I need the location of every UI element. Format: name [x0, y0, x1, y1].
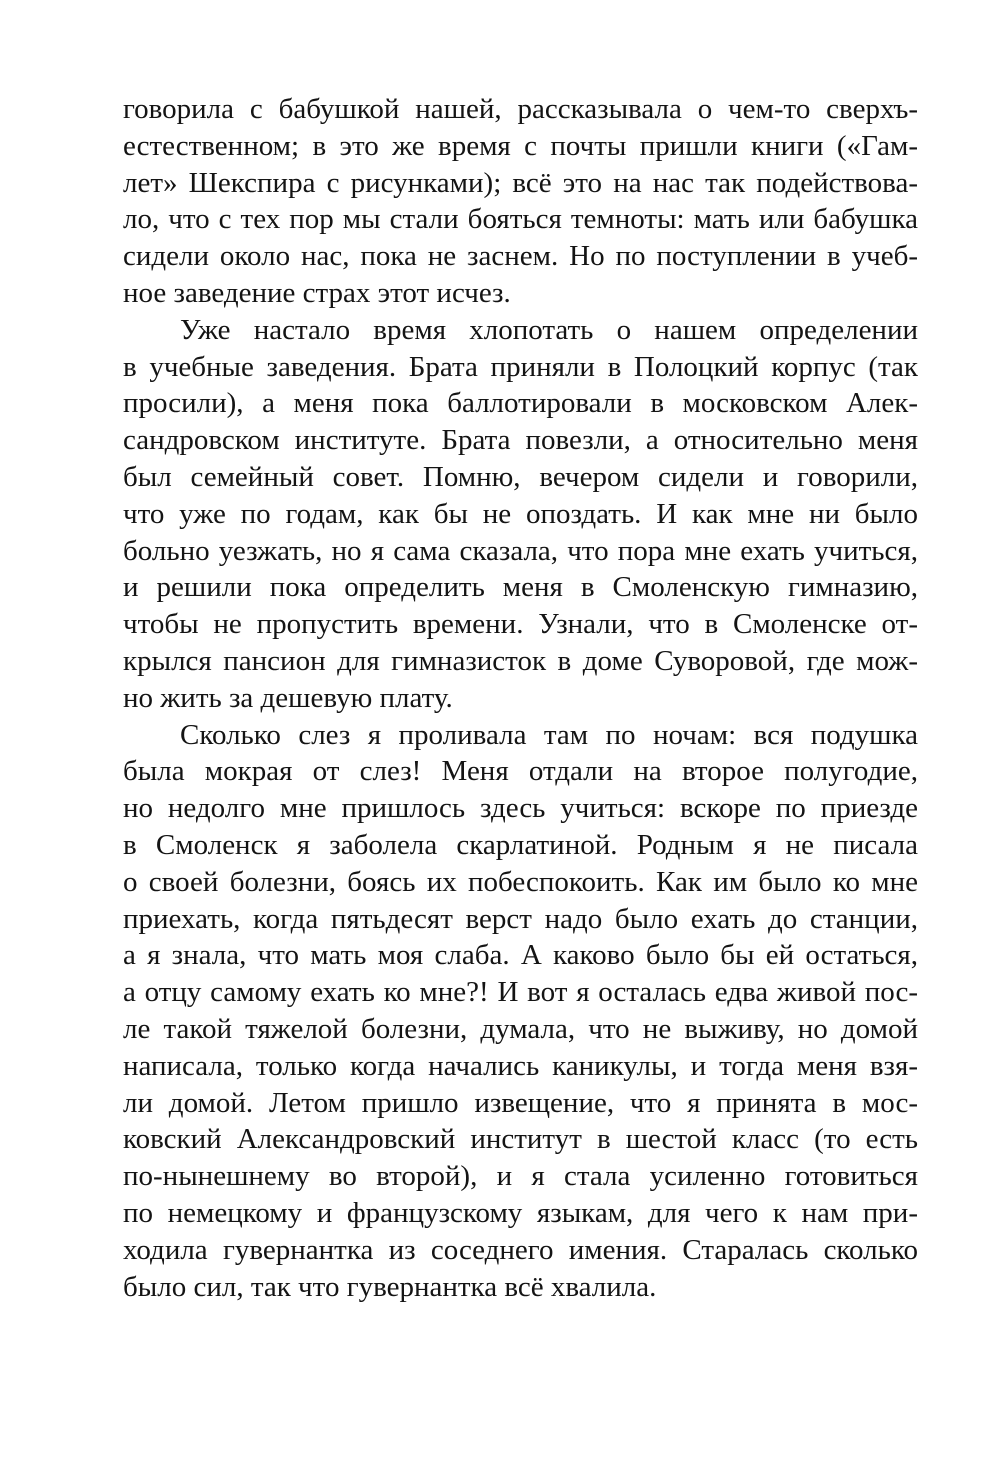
body-text: [123, 91, 918, 1305]
text-line: ли домой. Летом пришло извещение, что я принята в мос-: [123, 1086, 918, 1119]
text-line: ло, что с тех пор мы стали бояться темноты: мать или бабушка: [123, 203, 918, 236]
text-line: чтобы не пропустить времени. Узнали, что в Смоленске от-: [123, 608, 918, 641]
text-line: больно уезжать, но я сама сказала, что пора мне ехать учиться,: [123, 534, 918, 567]
text-line: Сколько слез я проливала там по ночам: вся подушка: [180, 718, 918, 751]
text-line: крылся пансион для гимназисток в доме Суворовой, где мож-: [123, 644, 918, 677]
text-line: а отцу самому ехать ко мне?! И вот я осталась едва живой пос-: [123, 976, 918, 1009]
paragraph-2: [123, 312, 918, 717]
text-line: по немецкому и французскому языкам, для чего к нам при-: [123, 1196, 918, 1229]
text-line: в Смоленск я заболела скарлатиной. Родным я не писала: [123, 828, 918, 861]
text-line: сидели около нас, пока не заснем. Но по поступлении в учеб-: [123, 240, 918, 273]
text-line: просили), а меня пока баллотировали в московском Алек-: [123, 387, 918, 420]
text-line: написала, только когда начались каникулы, и тогда меня взя-: [123, 1049, 918, 1082]
text-line: была мокрая от слез! Меня отдали на второе полугодие,: [123, 755, 918, 788]
text-line: о своей болезни, боясь их побеспокоить. Как им было ко мне: [123, 865, 918, 898]
paragraph-3: [123, 717, 918, 1306]
text-line: был семейный совет. Помню, вечером сидели и говорили,: [123, 460, 918, 493]
text-line: а я знала, что мать моя слаба. А каково было бы ей остаться,: [123, 939, 918, 972]
text-line: в учебные заведения. Брата приняли в Полоцкий корпус (так: [123, 350, 918, 383]
text-line: но жить за дешевую плату.: [123, 681, 453, 714]
text-line: по-нынешнему во второй), и я стала усиленно готовиться: [123, 1160, 918, 1193]
text-line: ле такой тяжелой болезни, думала, что не выживу, но домой: [123, 1012, 918, 1045]
text-line: но недолго мне пришлось здесь учиться: вскоре по приезде: [123, 792, 918, 825]
text-line: говорила с бабушкой нашей, рассказывала о чем-то сверхъ-: [123, 93, 918, 125]
text-line: ковский Александровский институт в шестой класс (то есть: [123, 1123, 918, 1156]
text-line: ное заведение страх этот исчез.: [123, 276, 511, 309]
text-line: естественном; в это же время с почты пришли книги («Гам-: [123, 129, 918, 162]
text-line: приехать, когда пятьдесят верст надо было ехать до станции,: [123, 902, 918, 935]
text-line: и решили пока определить меня в Смоленскую гимназию,: [123, 571, 918, 604]
text-line: сандровском институте. Брата повезли, а относительно меня: [123, 424, 918, 457]
text-line: лет» Шекспира с рисунками); всё это на нас так подействова-: [123, 166, 918, 199]
text-line: ходила гувернантка из соседнего имения. Старалась сколько: [123, 1233, 918, 1266]
text-line: Уже настало время хлопотать о нашем определении: [180, 313, 918, 346]
text-line: было сил, так что гувернантка всё хвалила.: [123, 1270, 657, 1303]
paragraph-1: [123, 91, 918, 312]
text-line: что уже по годам, как бы не опоздать. И как мне ни было: [123, 497, 918, 530]
